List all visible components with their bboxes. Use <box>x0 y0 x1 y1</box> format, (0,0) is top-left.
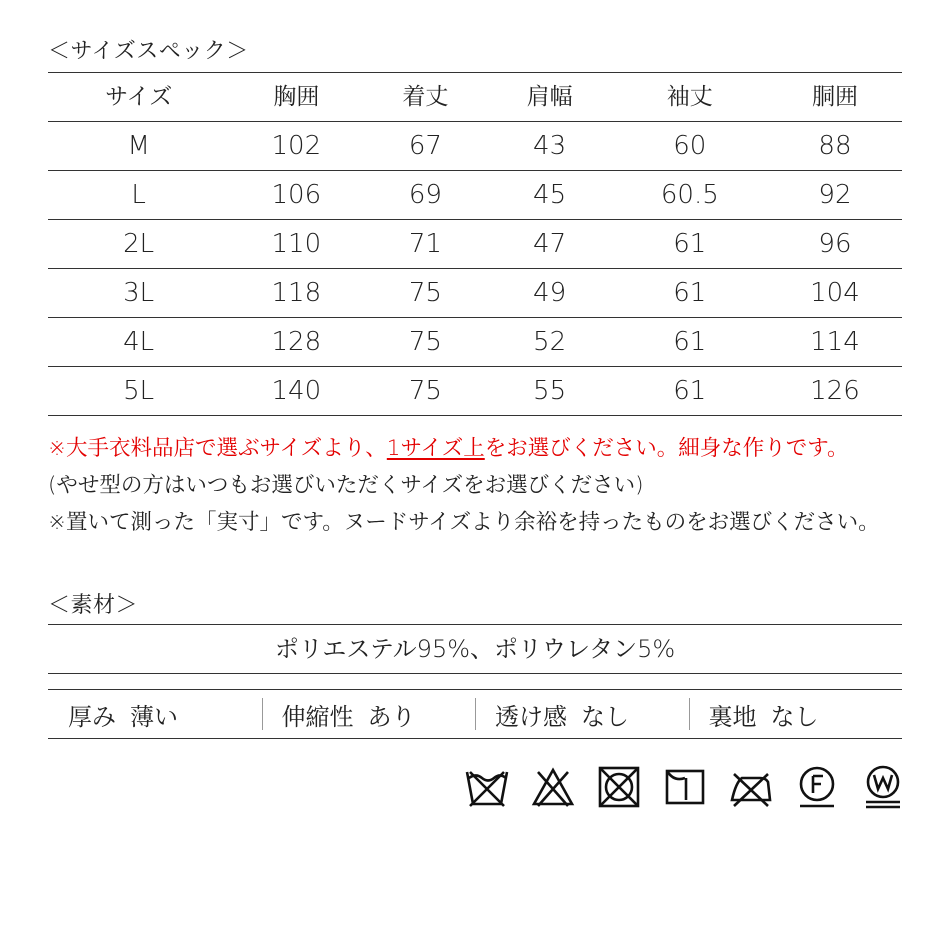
table-cell: 5L <box>123 376 155 406</box>
table-cell: 118 <box>271 278 322 308</box>
table-cell: 4L <box>123 327 155 357</box>
table-cell: 96 <box>818 229 852 259</box>
dry-clean-f-icon <box>794 764 840 810</box>
table-cell: L <box>131 180 146 210</box>
table-cell: 75 <box>408 278 442 308</box>
size-notes <box>48 430 880 541</box>
property-stretch <box>262 690 476 738</box>
warning-text: ※大手衣料品店で選ぶサイズより、 <box>48 436 387 461</box>
property-value: 薄い <box>130 702 178 731</box>
no-wash-icon <box>464 764 510 810</box>
table-cell: 102 <box>271 131 322 161</box>
table-header-row <box>48 73 902 122</box>
property-key: 厚み <box>68 702 116 731</box>
property-sheerness <box>475 690 689 738</box>
property-key: 透け感 <box>495 702 567 731</box>
column-header: 袖丈 <box>666 83 713 110</box>
table-row <box>48 220 902 269</box>
wet-clean-w-icon <box>860 764 906 810</box>
table-cell: 61 <box>673 376 707 406</box>
column-header: 肩幅 <box>526 83 573 110</box>
size-warning-note <box>48 430 880 467</box>
table-cell: 69 <box>408 180 442 210</box>
material-title: ＜素材＞ <box>48 593 139 618</box>
property-key: 伸縮性 <box>281 702 354 731</box>
table-row <box>48 269 902 318</box>
table-cell: 49 <box>533 278 567 308</box>
table-cell: 61 <box>673 327 707 357</box>
material-composition: ポリエステル95%、ポリウレタン5% <box>48 624 902 674</box>
table-row <box>48 318 902 367</box>
property-value: なし <box>581 702 629 731</box>
no-tumble-dry-icon <box>596 764 642 810</box>
table-cell: 140 <box>271 376 322 406</box>
table-cell: 67 <box>408 131 442 161</box>
no-iron-icon <box>728 764 774 810</box>
fabric-properties <box>48 689 902 739</box>
table-cell: 75 <box>408 376 442 406</box>
table-cell: 75 <box>408 327 442 357</box>
table-cell: 71 <box>408 229 442 259</box>
table-cell: M <box>127 131 150 161</box>
table-cell: 61 <box>673 278 707 308</box>
slim-note: (やせ型の方はいつもお選びいただくサイズをお選びください) <box>48 473 644 498</box>
table-cell: 60.5 <box>660 180 719 210</box>
table-cell: 3L <box>123 278 155 308</box>
table-cell: 126 <box>810 376 860 406</box>
table-row <box>48 122 902 171</box>
table-cell: 88 <box>818 131 852 161</box>
property-key: 裏地 <box>708 702 757 731</box>
column-header: 胴囲 <box>811 83 858 110</box>
table-cell: 106 <box>271 180 322 210</box>
table-row <box>48 171 902 220</box>
care-icons <box>464 764 906 810</box>
measurement-note: ※置いて測った「実寸」です。ヌードサイズより余裕を持ったものをお選びください。 <box>48 510 880 535</box>
one-size-up-emphasis: 1サイズ上 <box>386 436 485 461</box>
table-cell: 45 <box>533 180 567 210</box>
table-cell: 114 <box>810 327 860 357</box>
table-cell: 104 <box>810 278 860 308</box>
column-header: 胸囲 <box>273 83 320 110</box>
size-spec-table <box>48 72 902 416</box>
table-cell: 43 <box>533 131 567 161</box>
line-dry-icon <box>662 764 708 810</box>
property-value: あり <box>367 702 416 731</box>
table-cell: 60 <box>673 131 707 161</box>
column-header: 着丈 <box>402 83 449 110</box>
warning-text: をお選びください。細身な作りです。 <box>484 436 849 461</box>
table-cell: 55 <box>533 376 567 406</box>
table-cell: 110 <box>271 229 322 259</box>
property-value: なし <box>770 702 819 731</box>
size-spec-title: ＜サイズスペック＞ <box>48 39 249 64</box>
table-row <box>48 367 902 416</box>
table-cell: 47 <box>533 229 567 259</box>
table-cell: 128 <box>271 327 322 357</box>
table-cell: 52 <box>533 327 567 357</box>
property-thickness <box>48 690 262 738</box>
no-bleach-icon <box>530 764 576 810</box>
table-cell: 2L <box>123 229 155 259</box>
property-lining <box>689 690 903 738</box>
column-header: サイズ <box>105 83 173 110</box>
table-cell: 92 <box>818 180 852 210</box>
table-cell: 61 <box>673 229 707 259</box>
